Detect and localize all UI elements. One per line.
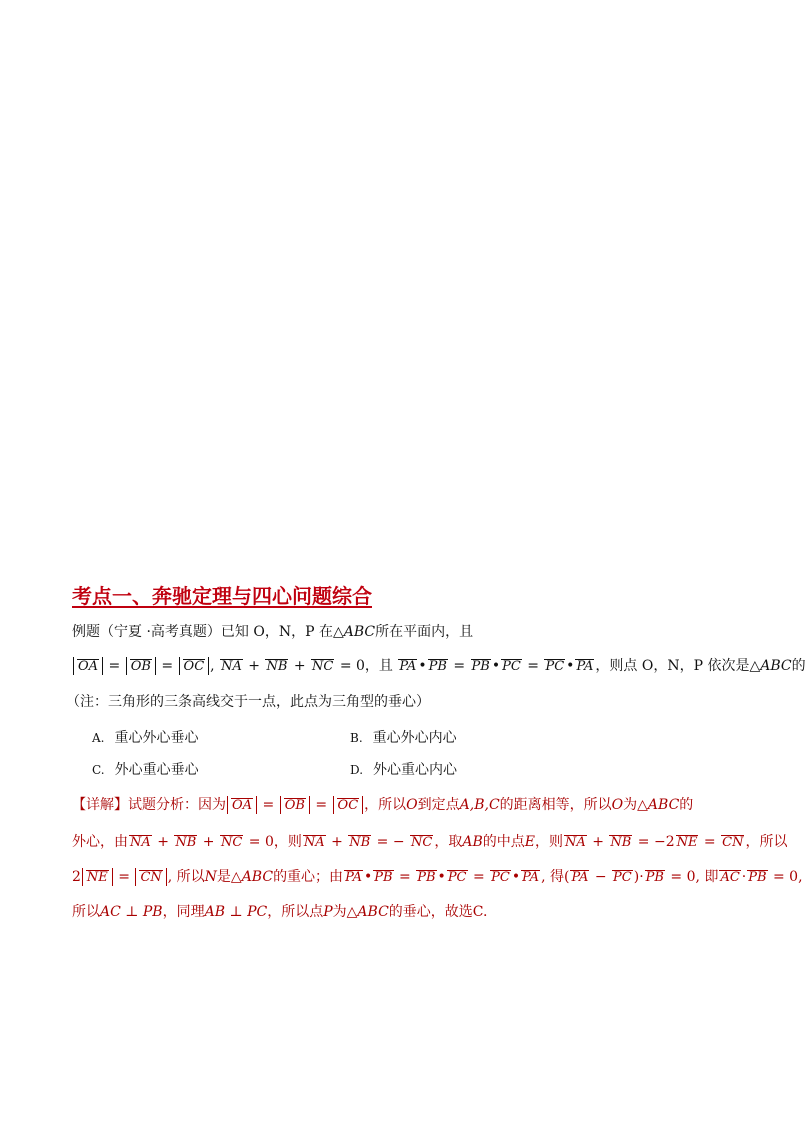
option-a[interactable]: A. 重心外心垂心: [92, 730, 199, 746]
solution-line-3: 2 NE = CN , 所以N是△ABC的重心；由 PA • PB = PB • PC = PC • PA , 得( PA − PC )· PB = 0, 即 AC · PB = 0,: [72, 869, 803, 885]
option-c[interactable]: C. 外心重心垂心: [92, 762, 199, 778]
solution-line-4: 所以AC ⊥ PB，同理AB ⊥ PC，所以点P为△ABC的垂心，故选C.: [72, 904, 488, 920]
answer-letter: C: [472, 904, 483, 920]
section-heading: 考点一、奔驰定理与四心问题综合: [72, 584, 372, 608]
triangle-label: △ABC: [332, 624, 376, 640]
solution-label: 【详解】: [72, 797, 128, 813]
example-line-1: [72, 622, 473, 642]
option-b[interactable]: B. 重心外心内心: [350, 730, 457, 746]
solution-line-2: 外心，由 NA + NB + NC = 0，则 NA + NB = − NC ，取AB的中点E，则 NA + NB = −2 NE = CN ，所以: [72, 834, 788, 850]
example-prefix: 例题（宁夏 ·高考真题）已知 O，N，P 在: [72, 624, 333, 640]
example-suffix: 所在平面内，且: [375, 624, 474, 640]
example-line2-suffix: ，则点 O，N，P 依次是: [595, 658, 750, 674]
example-note: （注：三角形的三条高线交于一点，此点为三角型的垂心）: [66, 694, 430, 710]
option-d[interactable]: D. 外心重心内心: [350, 762, 458, 778]
example-line-2: OA = OB = OC , NA + NB + NC = 0，且 PA • PB = PB • PC = PC • PA ，则点 O，N，P 依次是△ABC的: [72, 656, 806, 676]
solution-line-1: 【详解】试题分析：因为 OA = OB = OC ，所以O到定点A,B,C的距离相等，所以O为△ABC的: [72, 797, 694, 813]
